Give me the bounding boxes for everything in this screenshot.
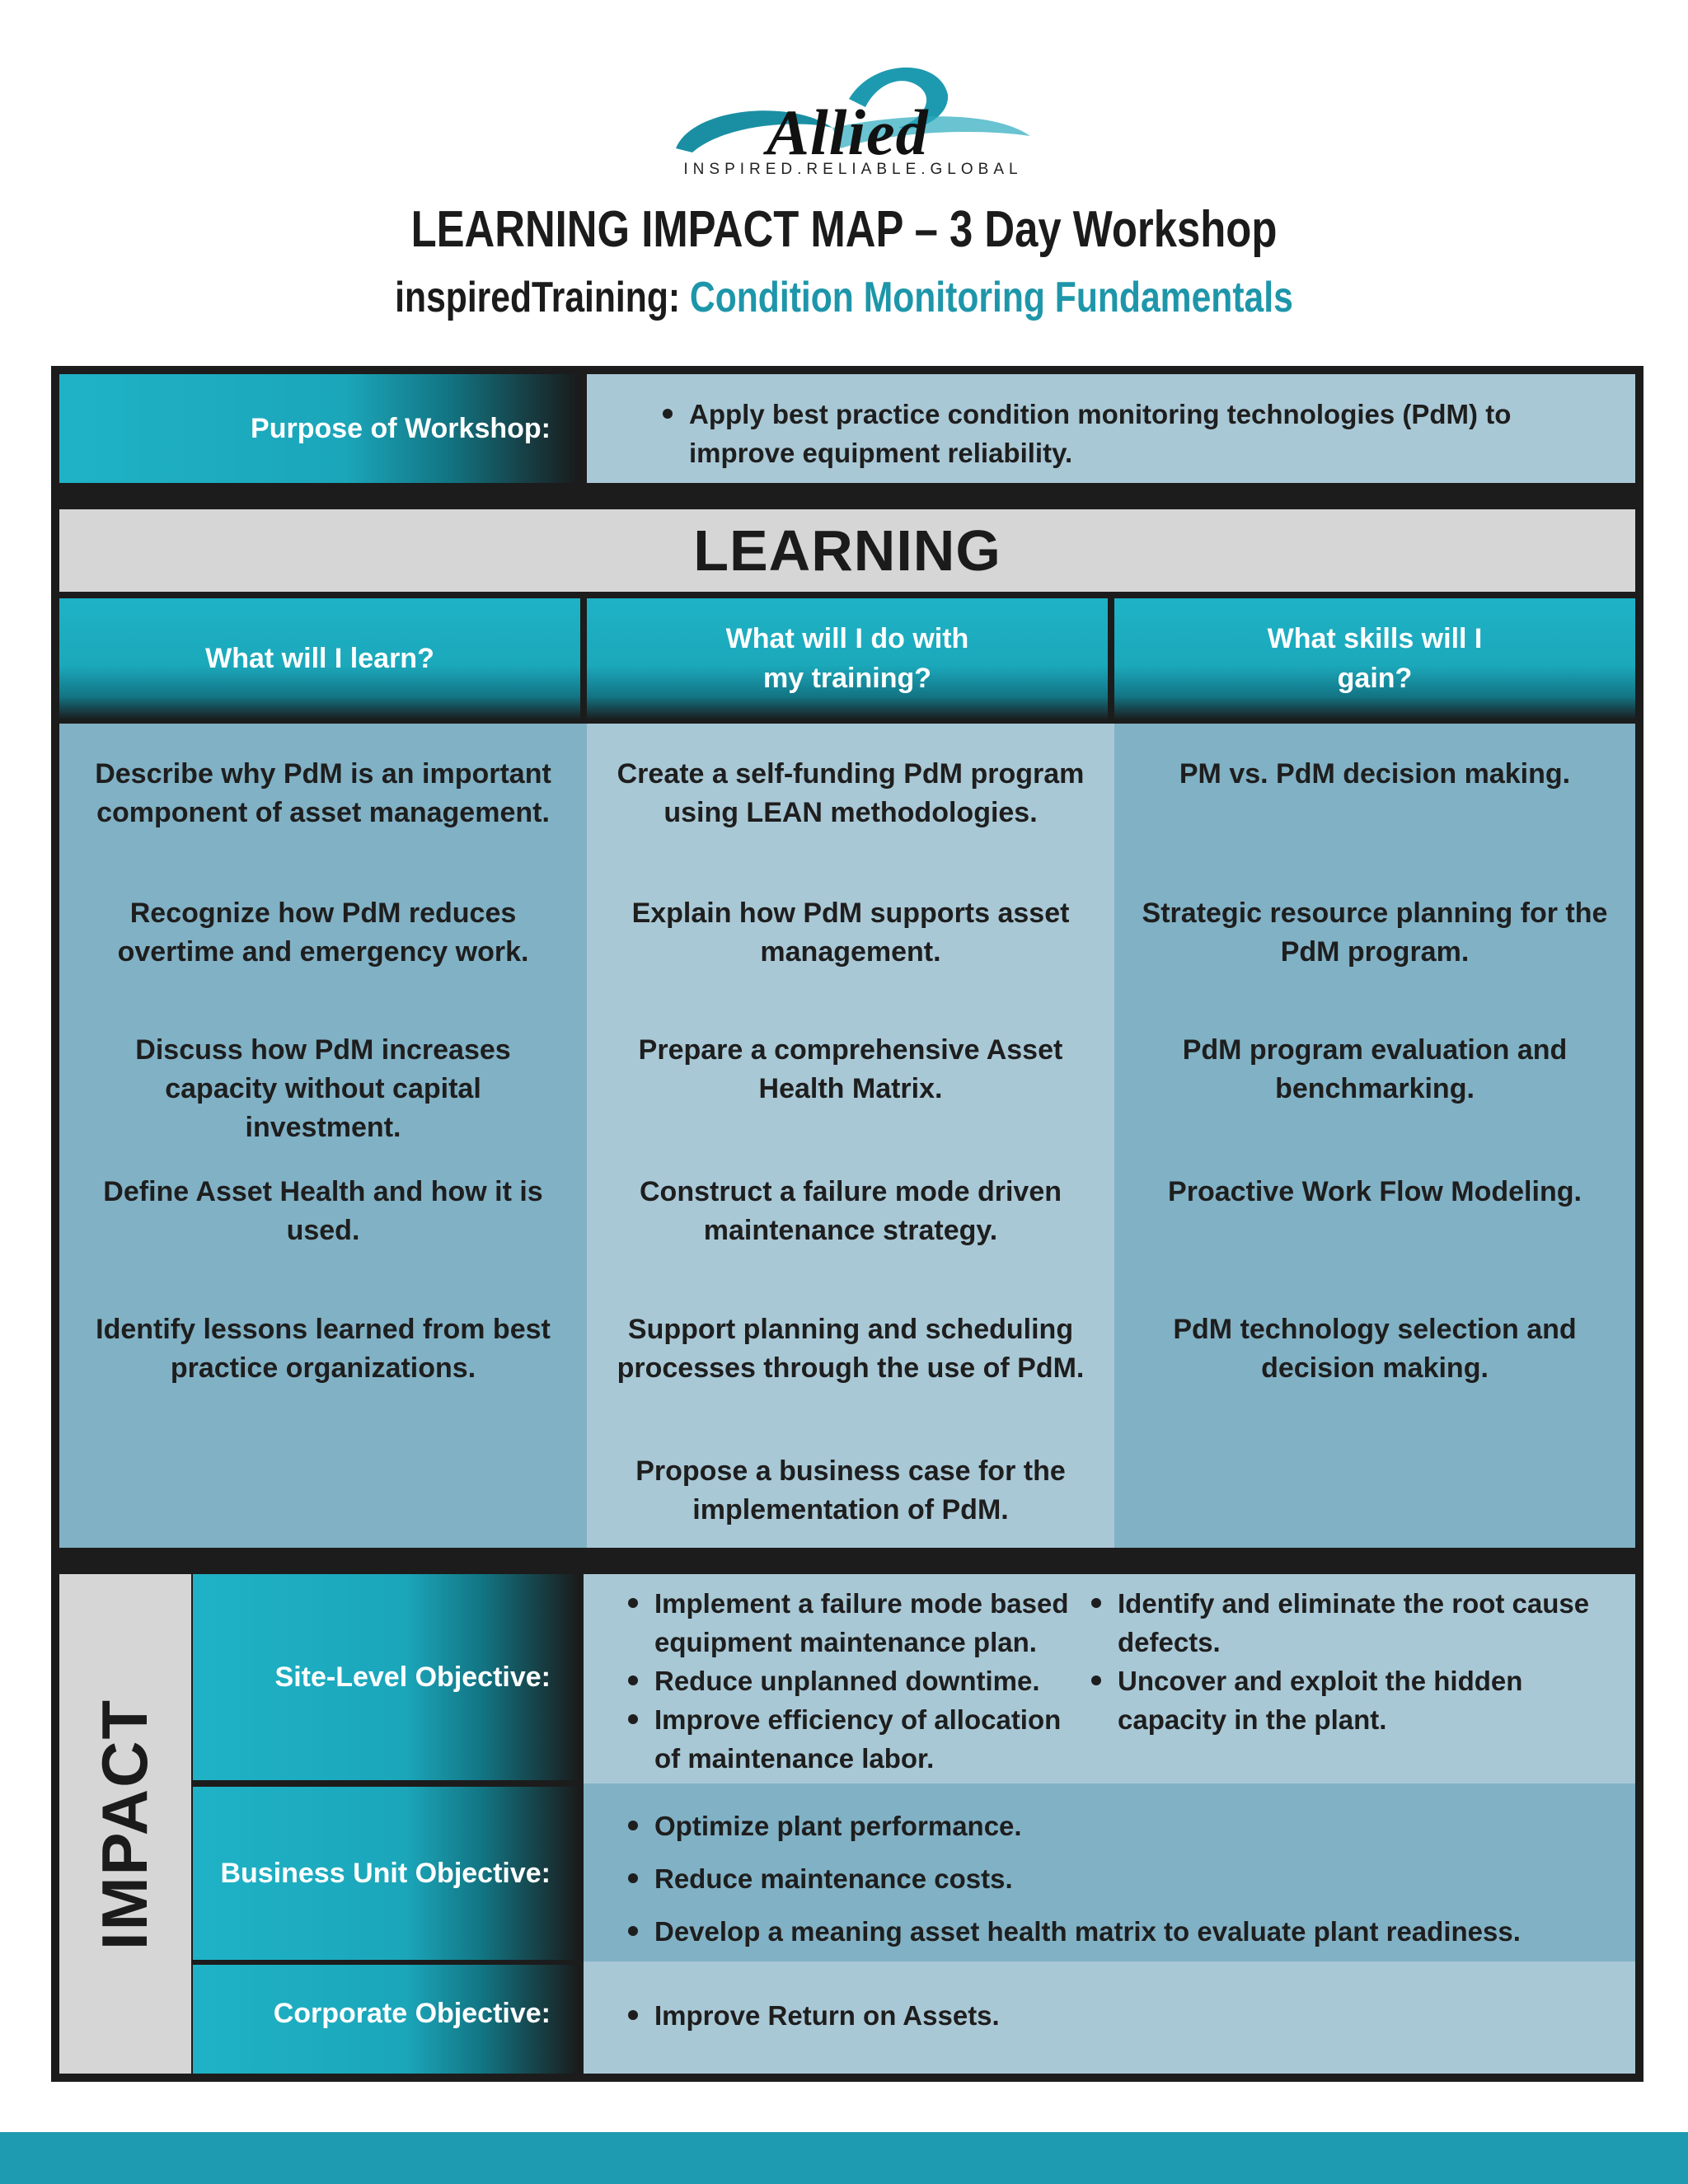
purpose-text: Apply best practice condition monitoring technologies (PdM) to improve equipment reliability. <box>689 395 1513 472</box>
site-objective-cell <box>584 1574 1635 1783</box>
business-objective-cell <box>584 1783 1635 1961</box>
page-title: LEARNING IMPACT MAP – 3 Day Workshop <box>410 201 1278 258</box>
do-item: Create a self-funding PdM program using LEAN methodologies. <box>617 758 1085 828</box>
site-objective-item: Implement a failure mode based equipment maintenance plan. <box>654 1584 1083 1661</box>
learn-item: Describe why PdM is an important component of asset management. <box>95 758 551 828</box>
do-item: Construct a failure mode driven maintenance strategy. <box>640 1176 1062 1246</box>
corporate-objective-item: Improve Return on Assets. <box>654 1996 1643 2035</box>
impact-heading: IMPACT <box>88 1698 162 1950</box>
do-item: Explain how PdM supports asset management. <box>631 898 1070 968</box>
business-objective-item: Reduce maintenance costs. <box>654 1859 1643 1898</box>
learn-item: Discuss how PdM increases capacity without capital investment. <box>135 1034 511 1143</box>
learning-heading: LEARNING <box>59 509 1635 592</box>
business-objective-item: Optimize plant performance. <box>654 1807 1643 1845</box>
do-item: Support planning and scheduling processes through the use of PdM. <box>617 1314 1085 1384</box>
skills-column <box>1114 724 1635 1548</box>
subtitle-prefix: inspiredTraining: <box>395 274 681 321</box>
site-objectives-right <box>1081 1584 1612 1739</box>
purpose-cell <box>587 374 1635 483</box>
page-subtitle <box>152 274 1536 321</box>
purpose-list <box>653 395 1513 472</box>
logo-tagline: INSPIRED.RELIABLE.GLOBAL <box>683 161 1023 178</box>
site-objective-item: Identify and eliminate the root cause defects. <box>1118 1584 1612 1661</box>
logo-wordmark: Allied <box>767 96 929 168</box>
learn-column-header: What will I learn? <box>59 598 580 720</box>
do-column-header: What will I do with my training? <box>587 598 1108 720</box>
site-objectives-left <box>618 1584 1083 1778</box>
learn-column <box>59 724 587 1548</box>
skills-item: PdM program evaluation and benchmarking. <box>1182 1034 1568 1104</box>
business-objective-item: Develop a meaning asset health matrix to evaluate plant readiness. <box>654 1912 1643 1951</box>
purpose-label: Purpose of Workshop: <box>59 374 580 483</box>
site-objective-item: Reduce unplanned downtime. <box>654 1661 1083 1700</box>
do-column <box>587 724 1114 1548</box>
impact-map-table <box>51 366 1643 2082</box>
do-item: Propose a business case for the implementation of PdM. <box>635 1455 1066 1526</box>
business-objective-label: Business Unit Objective: <box>193 1787 580 1960</box>
site-objective-label: Site-Level Objective: <box>193 1574 580 1780</box>
learn-item: Define Asset Health and how it is used. <box>103 1176 543 1246</box>
site-objective-item: Improve efficiency of allocation of maintenance labor. <box>654 1700 1083 1778</box>
company-logo <box>643 49 1055 190</box>
skills-item: Proactive Work Flow Modeling. <box>1168 1176 1582 1207</box>
skills-item: PM vs. PdM decision making. <box>1179 758 1571 790</box>
corporate-objective-label: Corporate Objective: <box>193 1965 580 2074</box>
skills-item: Strategic resource planning for the PdM program. <box>1142 898 1608 968</box>
skills-column-header: What skills will I gain? <box>1114 598 1635 720</box>
learn-item: Recognize how PdM reduces overtime and emergency work. <box>117 898 529 968</box>
course-name: Condition Monitoring Fundamentals <box>689 274 1293 321</box>
site-objective-item: Uncover and exploit the hidden capacity in the plant. <box>1118 1661 1612 1739</box>
skills-item: PdM technology selection and decision making. <box>1173 1314 1577 1384</box>
corporate-objectives <box>618 1996 1643 2035</box>
footer-bar <box>0 2132 1688 2184</box>
corporate-objective-cell <box>584 1961 1635 2074</box>
business-objectives <box>618 1807 1643 1951</box>
learn-item: Identify lessons learned from best practice organizations. <box>96 1314 551 1384</box>
do-item: Prepare a comprehensive Asset Health Matrix. <box>638 1034 1063 1104</box>
impact-heading-band <box>59 1574 191 2074</box>
